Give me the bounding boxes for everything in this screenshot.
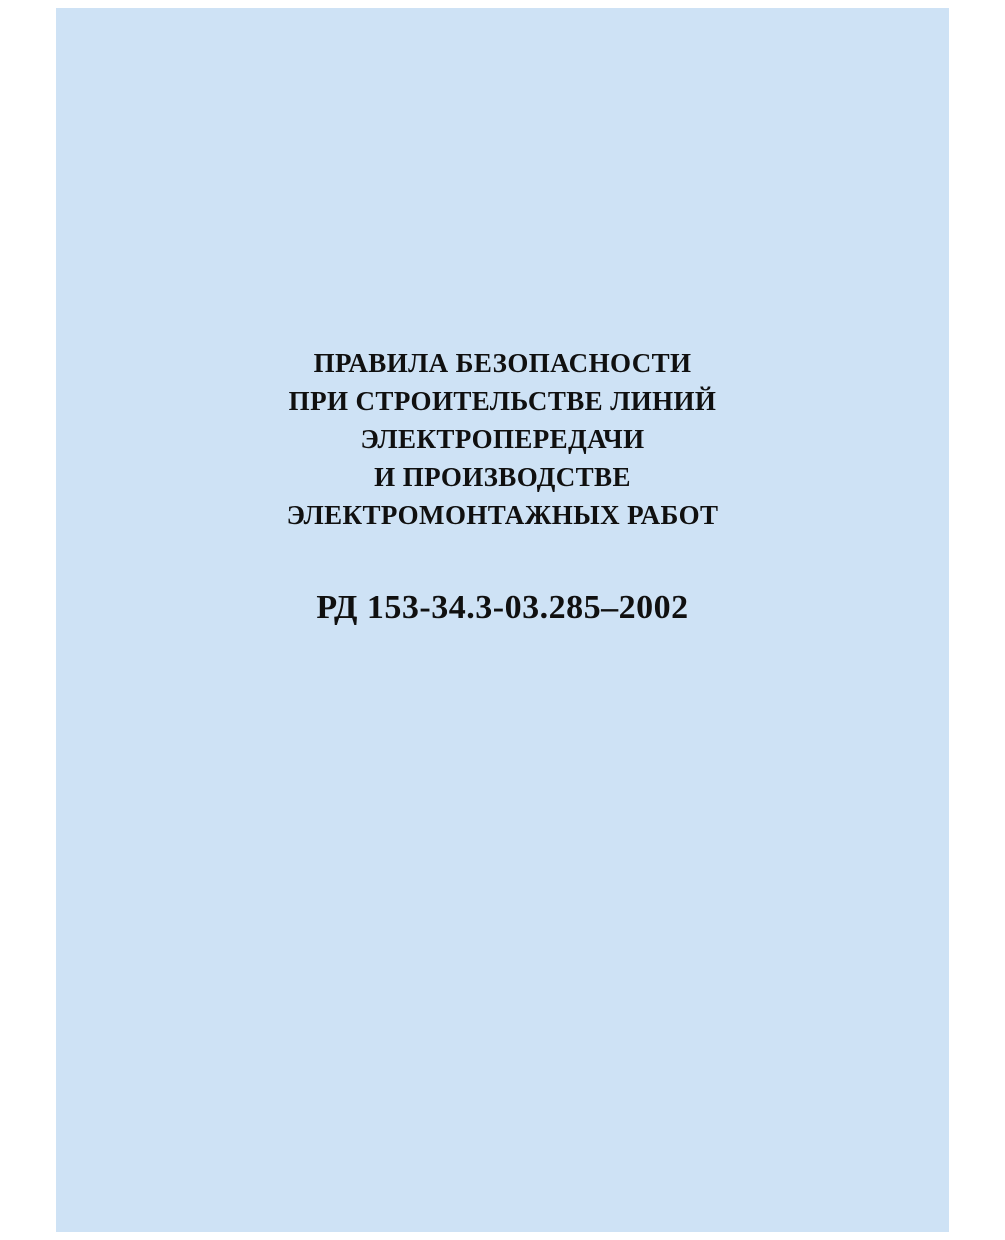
title-line-1: ПРАВИЛА БЕЗОПАСНОСТИ — [313, 348, 692, 378]
title-line-3: ЭЛЕКТРОПЕРЕДАЧИ — [360, 424, 645, 454]
document-code: РД 153-34.3-03.285–2002 — [316, 589, 689, 626]
document-page — [56, 8, 949, 1232]
title-line-5: ЭЛЕКТРОМОНТАЖНЫХ РАБОТ — [286, 500, 719, 530]
title-line-2: ПРИ СТРОИТЕЛЬСТВЕ ЛИНИЙ — [288, 386, 717, 416]
document-title — [56, 344, 949, 534]
title-line-4: И ПРОИЗВОДСТВЕ — [374, 462, 631, 492]
